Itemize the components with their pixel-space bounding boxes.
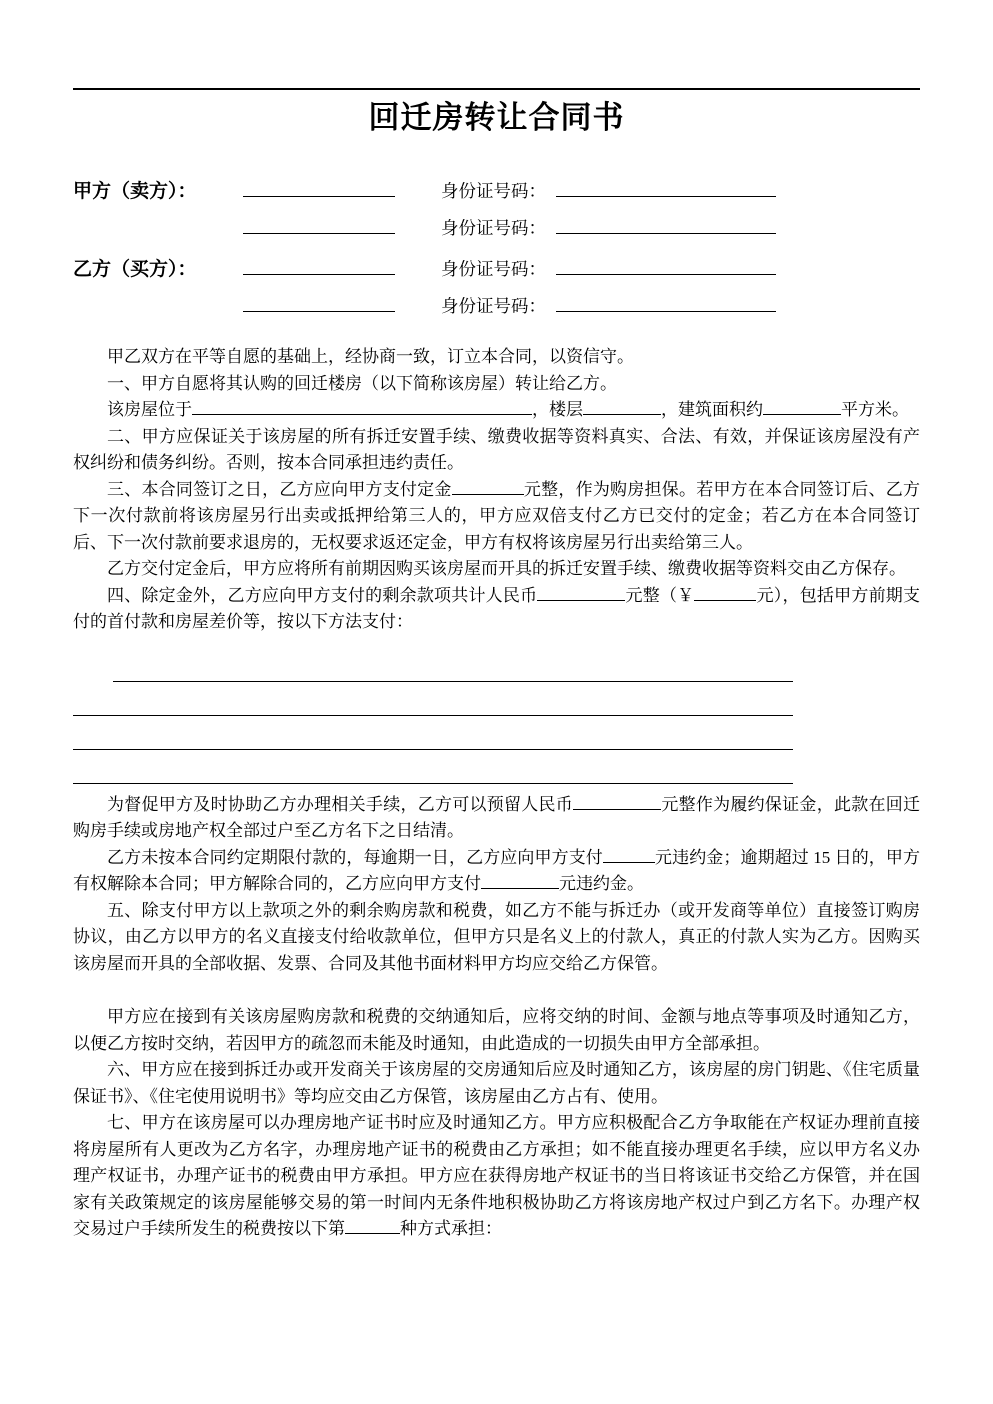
contract-paragraph xyxy=(73,845,920,898)
contract-paragraph xyxy=(73,371,920,398)
party-label: 甲方（卖方）： xyxy=(73,181,197,202)
id-number-label: 身份证号码： xyxy=(441,259,546,279)
contract-paragraph xyxy=(73,898,920,978)
text-run: 六、甲方应在接到拆迁办或开发商关于该房屋的交房通知后应及时通知乙方，该房屋的房门钥匙、《住宅质量保证书》、《住宅使用说明书》等均应交由乙方保管，该房屋由乙方占有、使用。 xyxy=(73,1060,920,1106)
fill-in-blank xyxy=(537,584,625,600)
contract-paragraph xyxy=(73,424,920,477)
party-row xyxy=(73,293,920,332)
text-run: 四、除定金外，乙方应向甲方支付的剩余款项共计人民币 xyxy=(107,585,538,605)
header-rule xyxy=(73,88,920,90)
contract-paragraph xyxy=(73,1057,920,1110)
text-run: 七、甲方在该房屋可以办理房地产证书时应及时通知乙方。甲方应积极配合乙方争取能在产权证办理前直接将房屋所有人更改为乙方名字，办理房地产证书的税费由乙方承担；如不能直接办理更名手续，应以甲方名义办理产权证书，办理产证书的税费由甲方承担。甲方应在获得房地产权证书的当日将该证书交给乙方保管，并在国家有关政策规定的该房屋能够交易的第一时间内无条件地积极协助乙方将该房地产权过户到乙方名下。办理产权交易过户手续所发生的税费按以下第 xyxy=(73,1113,920,1238)
fill-in-blank xyxy=(192,399,532,415)
text-run: 乙方未按本合同约定期限付款的，每逾期一日，乙方应向甲方支付 xyxy=(107,847,603,867)
party-name-fill-in-blank xyxy=(243,179,395,197)
contract-paragraph xyxy=(73,1004,920,1057)
payment-method-write-lines xyxy=(73,648,920,784)
text-run: 元整（￥ xyxy=(625,585,695,605)
text-run: 元违约金；逾期超过 15 日的，甲方有权解除本合同；甲方解除合同的，乙方应向甲方支付 xyxy=(73,847,921,893)
text-run: 乙方交付定金后，甲方应将所有前期因购买该房屋而开具的拆迁安置手续、缴费收据等资料交由乙方保存。 xyxy=(107,559,906,578)
text-run: 元违约金。 xyxy=(559,874,644,893)
text-run: 种方式承担： xyxy=(400,1219,502,1238)
text-run: 甲乙双方在平等自愿的基础上，经协商一致，订立本合同，以资信守。 xyxy=(107,347,634,366)
text-run: 元整作为履约保证金，此款在回迁购房手续或房地产权全部过户至乙方名下之日结清。 xyxy=(73,794,921,840)
contract-paragraph xyxy=(73,556,920,583)
fill-in-line xyxy=(73,716,793,750)
fill-in-blank xyxy=(573,793,661,809)
fill-in-blank xyxy=(452,478,524,494)
text-run: ，建筑面积约 xyxy=(661,400,763,419)
contract-title: 回迁房转让合同书 xyxy=(368,100,625,135)
contract-paragraph xyxy=(73,583,920,636)
party-row xyxy=(73,215,920,254)
fill-in-line xyxy=(73,682,793,716)
text-run: 三、本合同签订之日，乙方应向甲方支付定金 xyxy=(107,479,452,499)
fill-in-blank xyxy=(694,584,756,600)
id-number-fill-in-blank xyxy=(556,216,776,234)
fill-in-blank xyxy=(583,399,661,415)
id-number-label: 身份证号码： xyxy=(441,296,546,316)
fill-in-blank xyxy=(603,846,655,862)
fill-in-line xyxy=(113,648,793,682)
contract-paragraph xyxy=(73,1110,920,1243)
contract-body xyxy=(73,344,920,1243)
text-run: 为督促甲方及时协助乙方办理相关手续，乙方可以预留人民币 xyxy=(107,794,574,814)
text-run: 二、甲方应保证关于该房屋的所有拆迁安置手续、缴费收据等资料真实、合法、有效，并保证该房屋没有产权纠纷和债务纠纷。否则，按本合同承担违约责任。 xyxy=(73,426,920,472)
contract-paragraph xyxy=(73,344,920,371)
party-row xyxy=(73,254,920,293)
fill-in-blank xyxy=(345,1218,400,1234)
text-run: 五、除支付甲方以上款项之外的剩余购房款和税费，如乙方不能与拆迁办（或开发商等单位）直接签订购房协议，由乙方以甲方的名义直接支付给收款单位，但甲方只是名义上的付款人，真正的付款人实为乙方。因购买该房屋而开具的全部收据、发票、合同及其他书面材料甲方均应交给乙方保管。 xyxy=(73,900,920,973)
fill-in-line xyxy=(73,750,793,784)
party-row xyxy=(73,176,920,215)
fill-in-blank xyxy=(481,873,559,889)
id-number-fill-in-blank xyxy=(556,294,776,312)
id-number-label: 身份证号码： xyxy=(441,181,546,201)
party-name-fill-in-blank xyxy=(243,294,395,312)
party-name-fill-in-blank xyxy=(243,216,395,234)
text-run: 平方米。 xyxy=(841,400,909,419)
parties-section xyxy=(73,176,920,332)
id-number-fill-in-blank xyxy=(556,179,776,197)
party-label: 乙方（买方）： xyxy=(73,259,197,280)
text-run: 该房屋位于 xyxy=(107,400,192,419)
contract-paragraph xyxy=(73,792,920,845)
party-name-fill-in-blank xyxy=(243,257,395,275)
contract-paragraph xyxy=(73,397,920,424)
paragraph-spacer xyxy=(73,977,920,1004)
id-number-label: 身份证号码： xyxy=(441,218,546,238)
id-number-fill-in-blank xyxy=(556,257,776,275)
text-run: ，楼层 xyxy=(532,400,583,419)
text-run: 一、甲方自愿将其认购的回迁楼房（以下简称该房屋）转让给乙方。 xyxy=(107,373,617,393)
text-run: 甲方应在接到有关该房屋购房款和税费的交纳通知后，应将交纳的时间、金额与地点等事项及时通知乙方，以便乙方按时交纳，若因甲方的疏忽而未能及时通知，由此造成的一切损失由甲方全部承担。 xyxy=(73,1007,920,1053)
fill-in-blank xyxy=(763,399,841,415)
contract-paragraph xyxy=(73,477,920,557)
text-run: 元整，作为购房担保。若甲方在本合同签订后、乙方下一次付款前将该房屋另行出卖或抵押给第三人的，甲方应双倍支付乙方已交付的定金；若乙方在本合同签订后、下一次付款前要求退房的，无权要求返还定金，甲方有权将该房屋另行出卖给第三人。 xyxy=(73,479,921,552)
text-run: 元），包括甲方前期支付的首付款和房屋差价等，按以下方法支付： xyxy=(73,585,920,631)
